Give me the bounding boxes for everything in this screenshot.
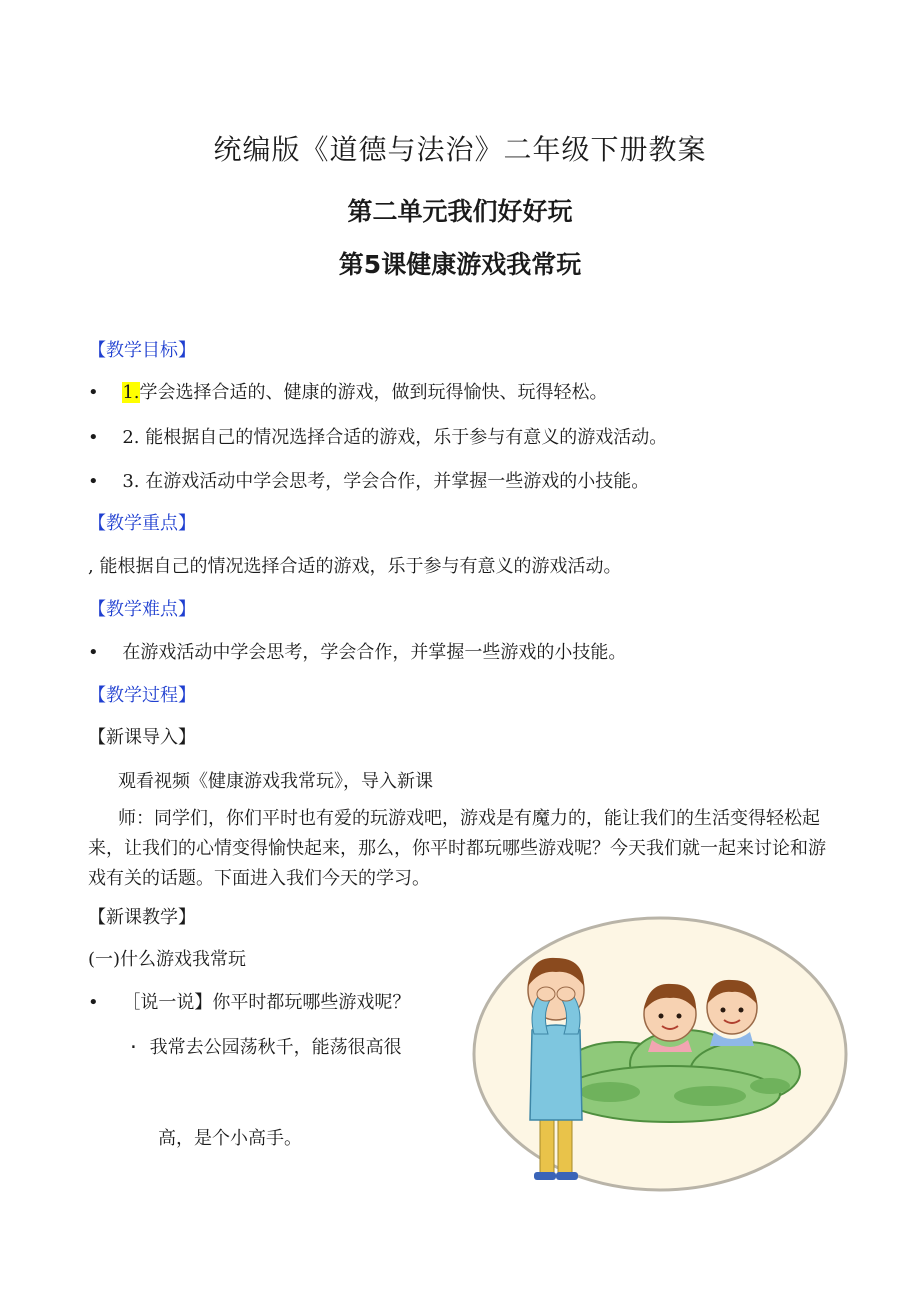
goal-number: 2. <box>122 427 140 448</box>
bullet: • <box>88 382 99 403</box>
bullet: • <box>88 427 99 448</box>
goal-number: 1. <box>122 382 140 403</box>
difficulty-heading: 【教学难点】 <box>88 599 196 620</box>
intro-line: 观看视频《健康游戏我常玩》，导入新课 <box>118 771 433 792</box>
new-lesson-heading: 【新课教学】 <box>88 907 196 928</box>
bush-shape <box>560 1030 800 1122</box>
say-text: ［说一说】你平时都玩哪些游戏呢？ <box>122 992 411 1013</box>
key-point-text: , 能根据自己的情况选择合适的游戏，乐于参与有意义的游戏活动。 <box>88 556 622 577</box>
bullet: • <box>88 642 99 663</box>
say-item <box>88 988 410 1014</box>
goal-number: 3. <box>122 471 140 492</box>
unit-title: 第二单元我们好好玩 <box>347 197 573 226</box>
lesson-title: 第5课健康游戏我常玩 <box>338 250 582 279</box>
intro-heading: 【新课导入】 <box>88 727 196 748</box>
goal-item-2 <box>88 423 667 449</box>
bullet: • <box>88 471 99 492</box>
answer-line-1: · 我常去公园荡秋千，能荡很高很 <box>128 1037 402 1058</box>
goal-text: 学会选择合适的、健康的游戏，做到玩得愉快、玩得轻松。 <box>139 382 608 403</box>
goal-item-1 <box>88 378 608 404</box>
key-point-heading: 【教学重点】 <box>88 513 196 534</box>
goal-text: 能根据自己的情况选择合适的游戏，乐于参与有意义的游戏活动。 <box>145 427 668 448</box>
difficulty-text: 在游戏活动中学会思考，学会合作，并掌握一些游戏的小技能。 <box>122 642 627 663</box>
section-title: (一)什么游戏我常玩 <box>88 949 247 970</box>
document-title: 统编版《道德与法治》二年级下册教案 <box>213 133 707 166</box>
goal-item-3 <box>88 467 649 493</box>
teacher-paragraph: 师：同学们，你们平时也有爱的玩游戏吧，游戏是有魔力的，能让我们的生活变得轻松起来，让我们的心情变得愉快起来，那么，你平时都玩哪些游戏呢？今天我们就一起来讨论和游戏有关的话题。下面进入我们今天的学习。 <box>88 808 826 889</box>
difficulty-item <box>88 638 626 664</box>
answer-line-2: 高，是个小高手。 <box>158 1128 302 1149</box>
goal-text: 在游戏活动中学会思考，学会合作，并掌握一些游戏的小技能。 <box>145 471 650 492</box>
children-playing-illustration <box>470 914 850 1194</box>
process-heading: 【教学过程】 <box>88 685 196 706</box>
bullet: • <box>88 992 99 1013</box>
goals-heading: 【教学目标】 <box>88 340 196 361</box>
